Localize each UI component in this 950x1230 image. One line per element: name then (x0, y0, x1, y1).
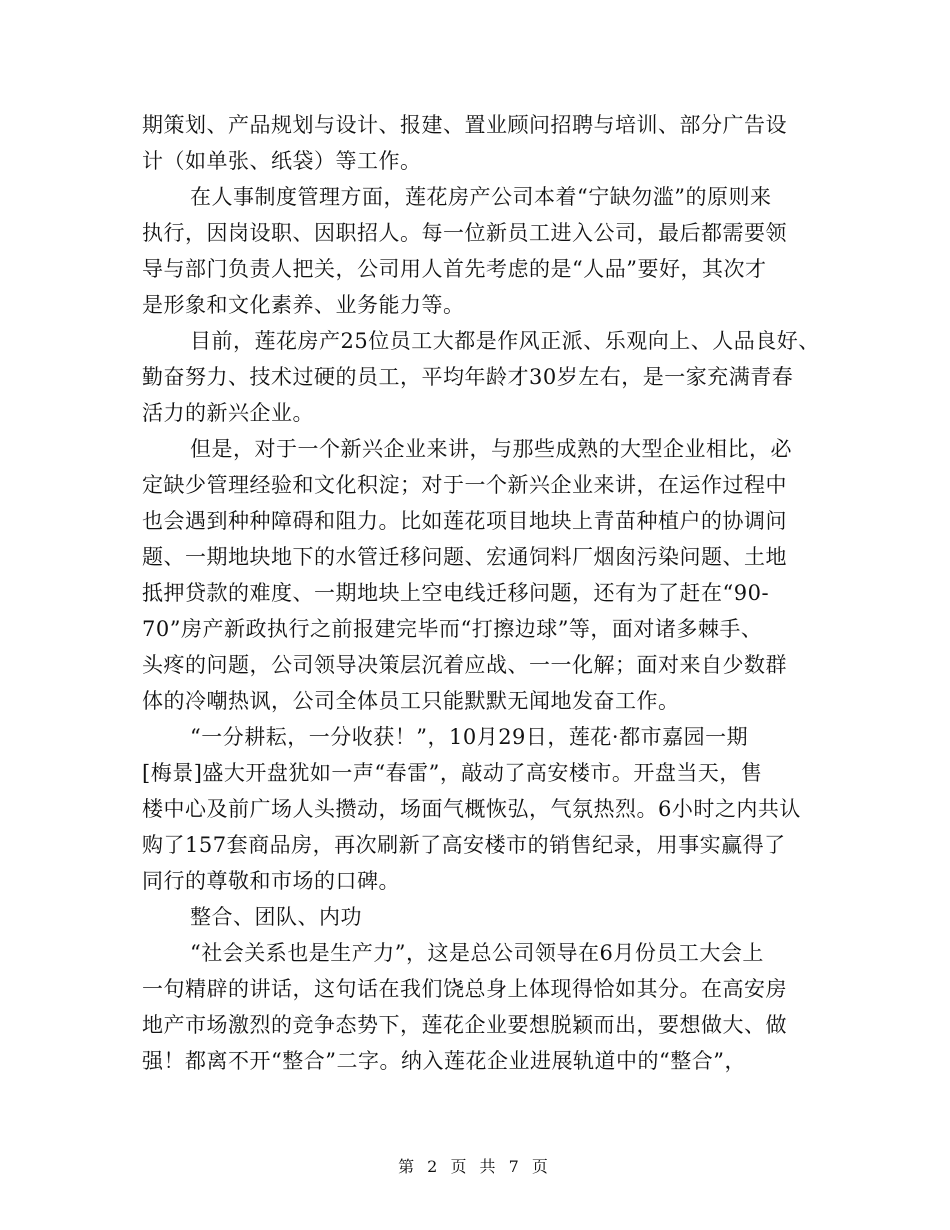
text-line: 题、一期地块地下的水管迁移问题、宏通饲料厂烟囱污染问题、土地 (142, 545, 787, 569)
text-line: 同行的尊敬和市场的口碑。 (142, 869, 400, 893)
text-line: 在人事制度管理方面，莲花房产公司本着“宁缺勿滥”的原则来 (190, 185, 772, 209)
section-heading: 整合、团队、内功 (190, 905, 362, 929)
text-line: 定缺少管理经验和文化积淀；对于一个新兴企业来讲，在运作过程中 (142, 473, 787, 497)
text-line: 目前，莲花房产25位员工大都是作风正派、乐观向上、人品良好、 (190, 329, 820, 353)
text-line: 计（如单张、纸袋）等工作。 (142, 149, 422, 173)
text-line: [梅景]盛大开盘犹如一声“春雷”，敲动了高安楼市。开盘当天，售 (142, 761, 763, 785)
text-line: “社会关系也是生产力”，这是总公司领导在6月份员工大会上 (190, 941, 764, 965)
text-line: 70”房产新政执行之前报建完毕而“打擦边球”等，面对诸多棘手、 (142, 617, 763, 641)
text-line: 购了157套商品房，再次刷新了高安楼市的销售纪录，用事实赢得了 (142, 833, 786, 857)
text-line: 也会遇到种种障碍和阻力。比如莲花项目地块上青苗种植户的协调问 (142, 509, 787, 533)
text-line: 头疼的问题，公司领导决策层沉着应战、一一化解；面对来自少数群 (142, 653, 787, 677)
text-line: 强！都离不开“整合”二字。纳入莲花企业进展轨道中的“整合”， (142, 1049, 746, 1073)
text-line: 活力的新兴企业。 (142, 401, 314, 425)
text-line: 地产市场激烈的竞争态势下，莲花企业要想脱颖而出，要想做大、做 (142, 1013, 787, 1037)
text-line: “一分耕耘，一分收获！”，10月29日，莲花·都市嘉园一期 (190, 725, 749, 749)
text-line: 执行，因岗设职、因职招人。每一位新员工进入公司，最后都需要领 (142, 221, 787, 245)
text-line: 是形象和文化素养、业务能力等。 (142, 293, 465, 317)
text-line: 勤奋努力、技术过硬的员工，平均年龄才30岁左右，是一家充满青春 (142, 365, 794, 389)
text-line: 导与部门负责人把关，公司用人首先考虑的是“人品”要好，其次才 (142, 257, 767, 281)
text-line: 期策划、产品规划与设计、报建、置业顾问招聘与培训、部分广告设 (142, 113, 787, 137)
text-line: 体的冷嘲热讽，公司全体员工只能默默无闻地发奋工作。 (142, 689, 680, 713)
text-line: 一句精辟的讲话，这句话在我们饶总身上体现得恰如其分。在高安房 (142, 977, 787, 1001)
page-number-footer: 第 2 页 共 7 页 (398, 1157, 552, 1176)
text-line: 但是，对于一个新兴企业来讲，与那些成熟的大型企业相比，必 (190, 437, 792, 461)
text-line: 楼中心及前广场人头攒动，场面气概恢弘，气氛热烈。6小时之内共认 (142, 797, 801, 821)
text-line: 抵押贷款的难度、一期地块上空电线迁移问题，还有为了赶在“90- (142, 581, 770, 605)
